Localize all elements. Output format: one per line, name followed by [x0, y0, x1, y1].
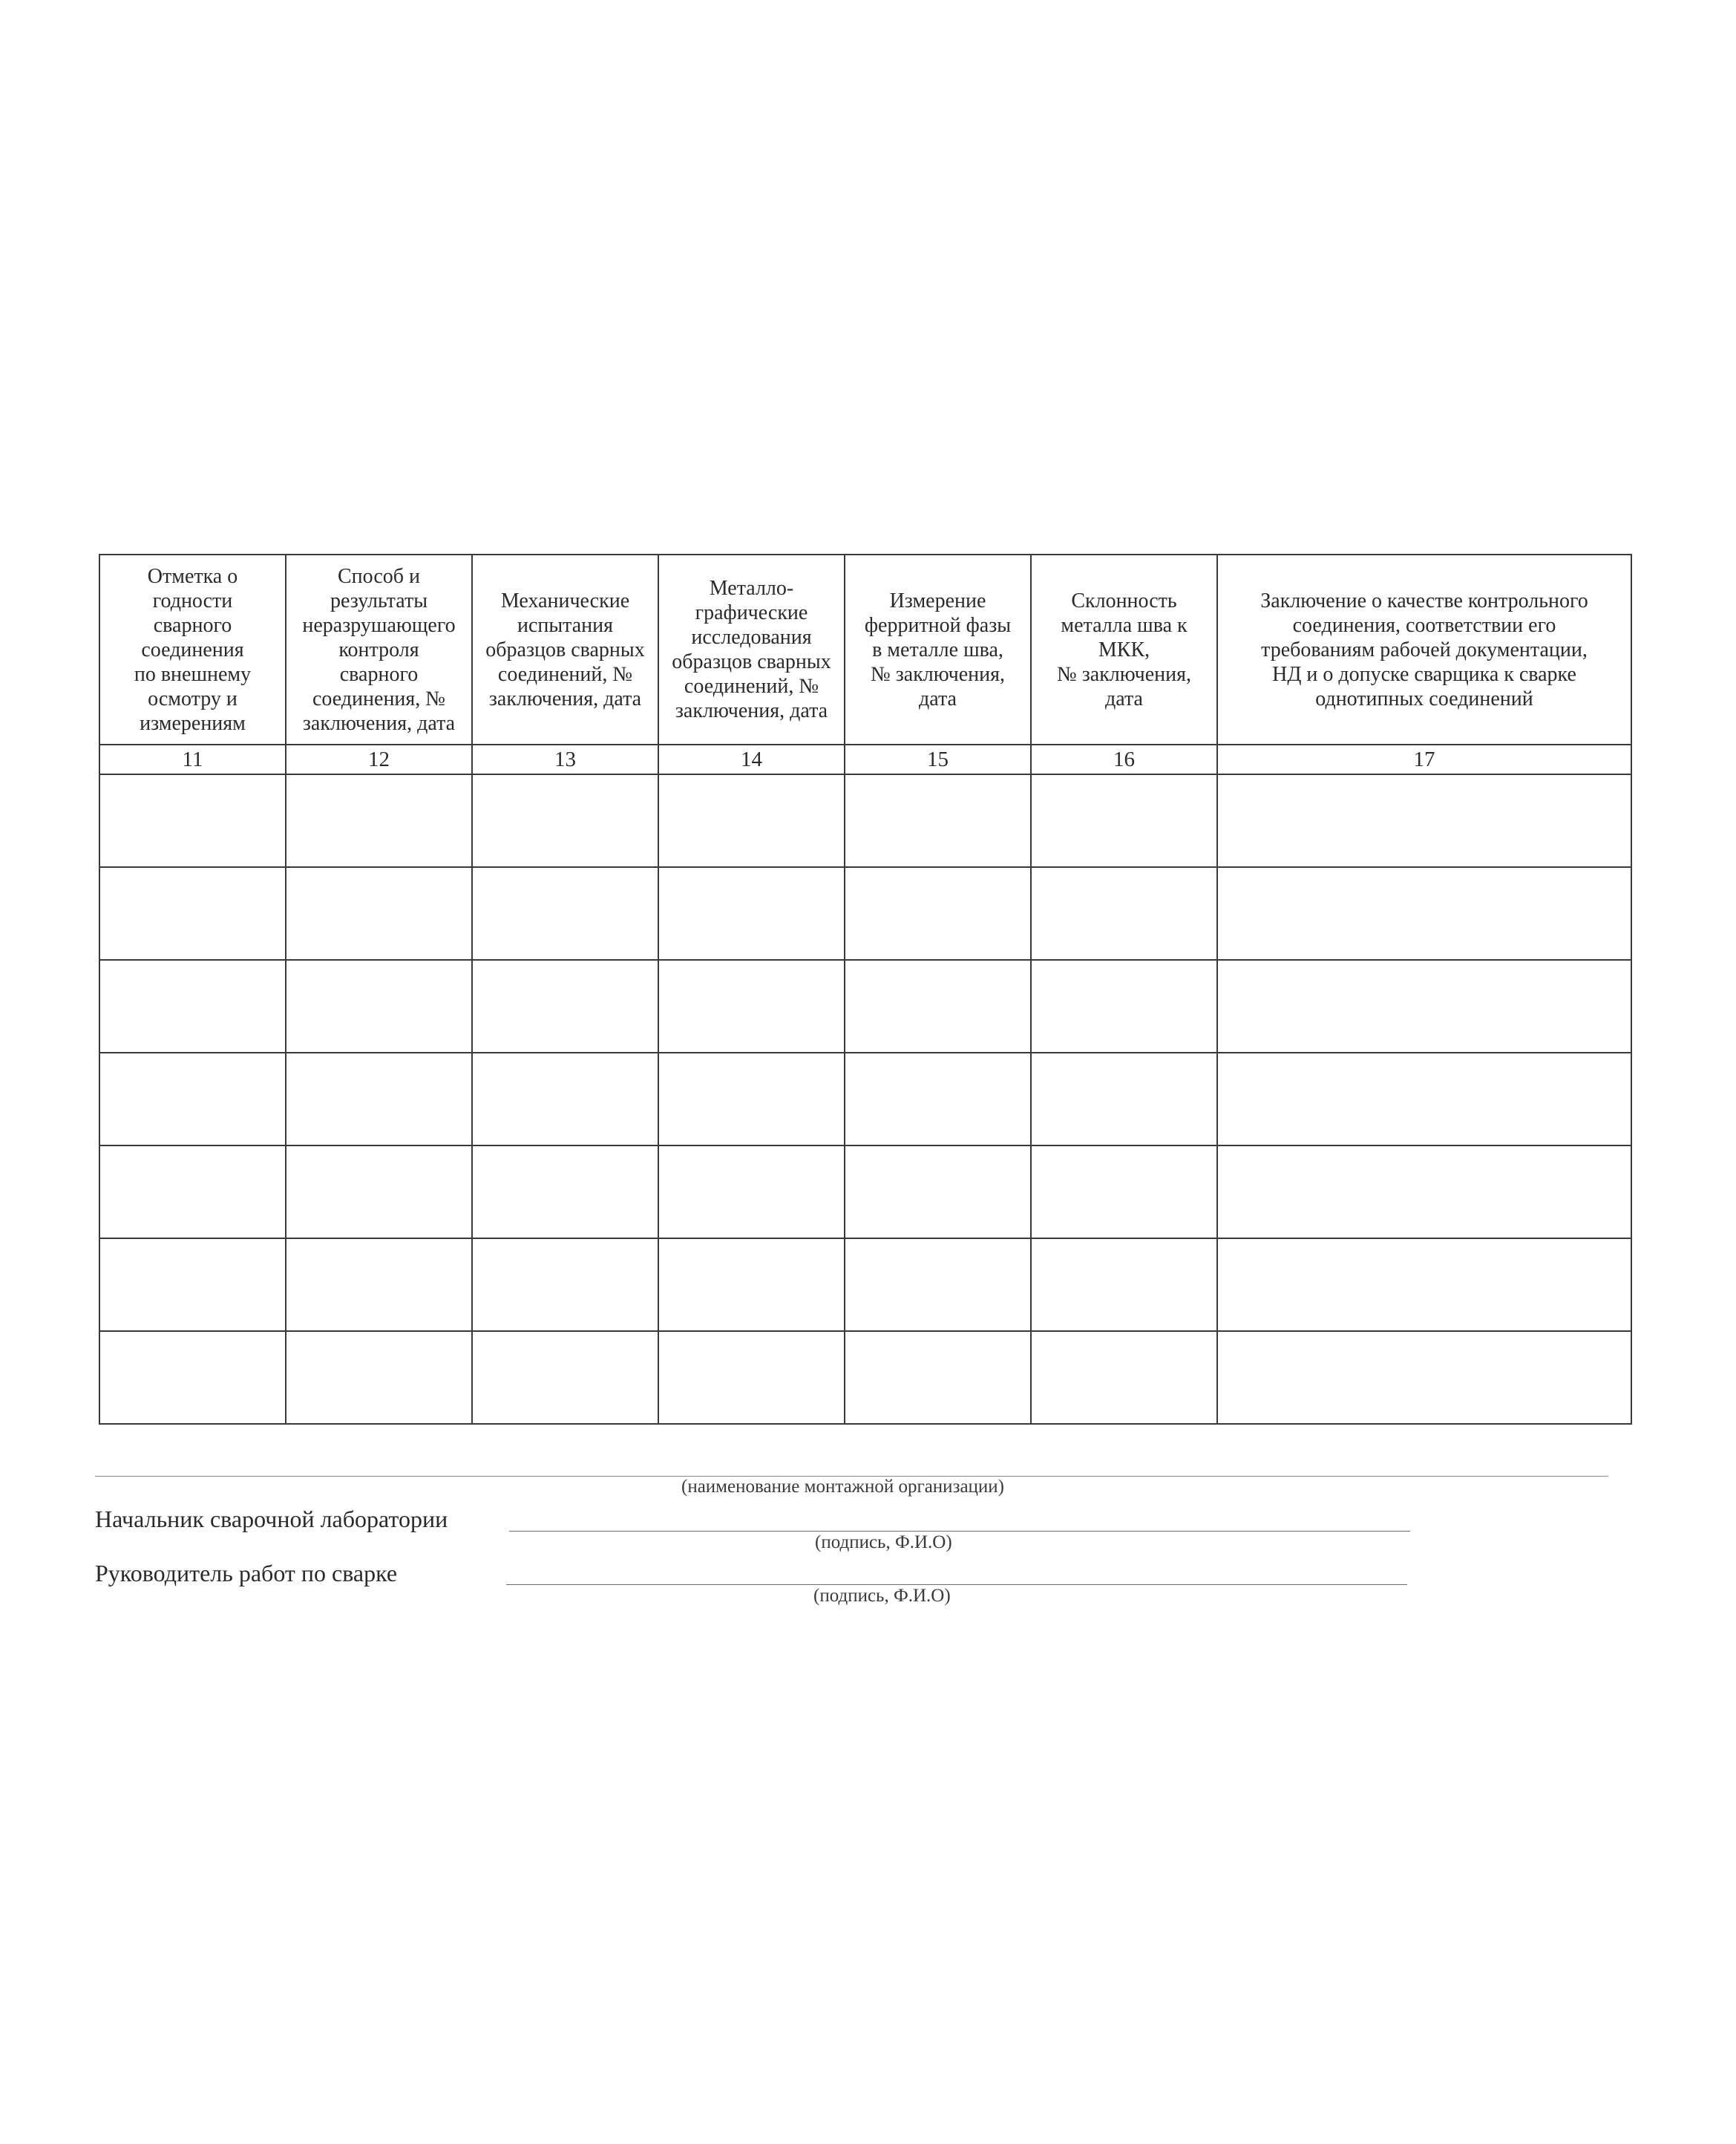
table-cell[interactable] [1217, 960, 1631, 1053]
table-cell[interactable] [286, 774, 472, 867]
header-ferrite-measurement: Измерение ферритной фазы в металле шва, № заключения, дата [845, 555, 1031, 745]
table-cell[interactable] [286, 867, 472, 960]
header-metallographic-studies: Металло- графические исследования образцов сварных соединений, № заключения, дата [658, 555, 845, 745]
table-cell[interactable] [472, 1145, 658, 1238]
table-cell[interactable] [99, 867, 286, 960]
table-cell[interactable] [1217, 774, 1631, 867]
column-number: 13 [472, 745, 658, 774]
column-number-row [99, 745, 1631, 774]
table-cell[interactable] [1031, 1145, 1217, 1238]
table-row [99, 1331, 1631, 1424]
header-visual-inspection: Отметка о годности сварного соединения по внешнему осмотру и измерениям [99, 555, 286, 745]
welding-lead-signature-caption: (подпись, Ф.И.О) [813, 1586, 951, 1606]
header-ndt-results: Способ и результаты неразрушающего контроля сварного соединения, № заключения, дата [286, 555, 472, 745]
table-cell[interactable] [286, 1145, 472, 1238]
table-cell[interactable] [658, 1331, 845, 1424]
table-cell[interactable] [658, 1238, 845, 1331]
table-cell[interactable] [658, 1145, 845, 1238]
header-mechanical-tests: Механические испытания образцов сварных соединений, № заключения, дата [472, 555, 658, 745]
table-cell[interactable] [472, 1331, 658, 1424]
table-cell[interactable] [1031, 1331, 1217, 1424]
inspection-table [99, 554, 1632, 1425]
lab-head-signature-caption: (подпись, Ф.И.О) [815, 1532, 952, 1552]
table-cell[interactable] [472, 867, 658, 960]
table-cell[interactable] [286, 1238, 472, 1331]
table-cell[interactable] [286, 1331, 472, 1424]
table-row [99, 1238, 1631, 1331]
org-name-caption: (наименование монтажной организации) [681, 1477, 1004, 1497]
table-cell[interactable] [845, 1053, 1031, 1145]
table-cell[interactable] [658, 867, 845, 960]
table-cell[interactable] [845, 960, 1031, 1053]
column-number: 15 [845, 745, 1031, 774]
table-cell[interactable] [99, 960, 286, 1053]
table-cell[interactable] [1031, 774, 1217, 867]
table-cell[interactable] [1031, 960, 1217, 1053]
table-row [99, 1053, 1631, 1145]
table-cell[interactable] [1217, 867, 1631, 960]
lab-head-label: Начальник сварочной лаборатории [95, 1506, 448, 1532]
table-cell[interactable] [845, 1145, 1031, 1238]
column-number: 11 [99, 745, 286, 774]
column-number: 12 [286, 745, 472, 774]
table-cell[interactable] [99, 1331, 286, 1424]
header-quality-conclusion: Заключение о качестве контрольного соединения, соответствии его требованиям рабочей документации, НД и о допуске сварщика к сварке однотипных соединений [1217, 555, 1631, 745]
table-cell[interactable] [472, 1238, 658, 1331]
table-cell[interactable] [845, 1331, 1031, 1424]
table-cell[interactable] [658, 960, 845, 1053]
table-cell[interactable] [1217, 1331, 1631, 1424]
table-cell[interactable] [1031, 1238, 1217, 1331]
column-number: 16 [1031, 745, 1217, 774]
column-number: 17 [1217, 745, 1631, 774]
table-row [99, 1145, 1631, 1238]
table-cell[interactable] [1217, 1145, 1631, 1238]
table-cell[interactable] [99, 1053, 286, 1145]
table-cell[interactable] [1031, 1053, 1217, 1145]
table-cell[interactable] [658, 774, 845, 867]
table-cell[interactable] [1031, 867, 1217, 960]
lab-head-signature-line[interactable] [509, 1531, 1410, 1532]
table-cell[interactable] [658, 1053, 845, 1145]
table-cell[interactable] [99, 1145, 286, 1238]
header-row [99, 555, 1631, 745]
table-row [99, 960, 1631, 1053]
table-cell[interactable] [472, 960, 658, 1053]
table-cell[interactable] [286, 1053, 472, 1145]
table-cell[interactable] [845, 1238, 1031, 1331]
table-cell[interactable] [99, 1238, 286, 1331]
column-number: 14 [658, 745, 845, 774]
table-cell[interactable] [99, 774, 286, 867]
welding-lead-signature-line[interactable] [506, 1584, 1407, 1585]
welding-lead-label: Руководитель работ по сварке [95, 1560, 398, 1586]
table-cell[interactable] [472, 1053, 658, 1145]
table-cell[interactable] [286, 960, 472, 1053]
table-row [99, 774, 1631, 867]
header-igc-susceptibility: Склонность металла шва к МКК, № заключения, дата [1031, 555, 1217, 745]
table-row [99, 867, 1631, 960]
table-cell[interactable] [472, 774, 658, 867]
table-cell[interactable] [1217, 1053, 1631, 1145]
table-cell[interactable] [845, 867, 1031, 960]
table-cell[interactable] [1217, 1238, 1631, 1331]
table-cell[interactable] [845, 774, 1031, 867]
